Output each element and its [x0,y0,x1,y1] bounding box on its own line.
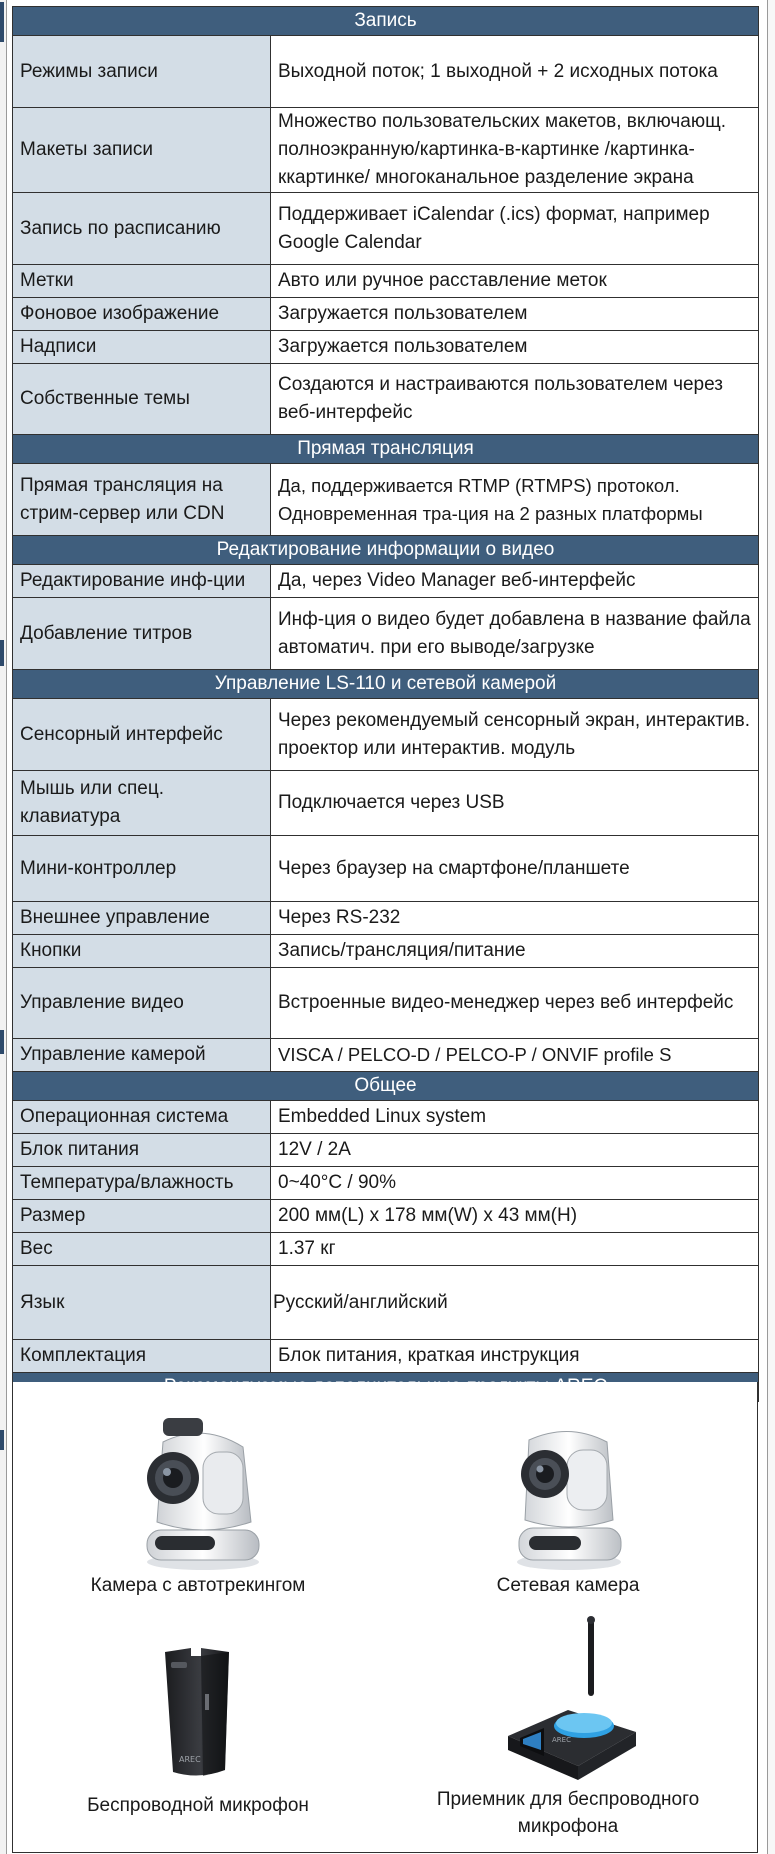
table-row [13,968,759,1039]
product-caption: Приемник для беспроводного микрофона [436,1789,700,1837]
spec-label: Кнопки [13,935,271,968]
ptz-camera-icon [133,1412,263,1572]
table-row [13,598,759,670]
spec-label: Комплектация [13,1340,271,1373]
spec-label: Сенсорный интерфейс [13,699,271,771]
spec-label: Режимы записи [13,36,271,108]
spec-label: Язык [13,1266,271,1340]
table-row [13,935,759,968]
microphone-receiver-icon [488,1614,648,1784]
spec-label: Фоновое изображение [13,298,271,331]
table-row [13,108,759,193]
product-caption: Камера с автотрекингом [90,1575,306,1596]
frame-mark [0,640,4,666]
table-row [13,1233,759,1266]
table-row [13,265,759,298]
svg-text:AREC: AREC [179,1755,201,1764]
table-row [13,298,759,331]
table-row [13,1039,759,1072]
spec-value: Embedded Linux system [271,1101,759,1134]
spec-value: Загружается пользователем [271,298,759,331]
spec-value: Подключается через USB [271,771,759,836]
spec-label: Мышь или спец. клавиатура [13,771,271,836]
product-caption: Беспроводной микрофон [87,1795,309,1816]
recommended-products [12,1382,758,1853]
table-row [13,193,759,265]
table-row [13,771,759,836]
section-header-live-streaming [13,435,759,464]
table-row [13,1340,759,1373]
table-row [13,1200,759,1233]
section-header-general [13,1072,759,1101]
spec-label: Мини-контроллер [13,836,271,902]
page-frame-left [0,0,7,1854]
section-title: Редактирование информации о видео [13,536,759,565]
table-row [13,1167,759,1200]
spec-value: Русский/английский [271,1266,759,1340]
spec-value: VISCA / PELCO-D / PELCO-P / ONVIF profile S [271,1039,759,1072]
spec-label: Редактирование инф-ции [13,565,271,598]
spec-value: Встроенные видео-менеджер через веб интерфейс [271,968,759,1039]
table-row [13,364,759,435]
spec-value: 200 мм(L) x 178 мм(W) x 43 мм(H) [271,1200,759,1233]
product-card [53,1644,343,1819]
spec-label: Макеты записи [13,108,271,193]
product-card [413,1614,723,1840]
spec-value: Создаются и настраиваются пользователем через веб-интерфейс [271,364,759,435]
spec-value: 0~40°C / 90% [271,1167,759,1200]
section-header-video-info [13,536,759,565]
section-title: Прямая трансляция [13,435,759,464]
spec-value: Загружается пользователем [271,331,759,364]
section-header-recording [13,7,759,36]
table-row [13,902,759,935]
spec-label: Собственные темы [13,364,271,435]
spec-value-text: Да, поддерживается RTMP (RTMPS) протокол. Одновременная тра-ция на 2 разных платформы [278,474,703,524]
product-card [53,1412,343,1599]
table-row [13,1266,759,1340]
spec-value: Множество пользовательских макетов, включающ. полноэкранную/картинка-в-картинке /картинка-ккартинке/ многоканальное разделение экрана [271,108,759,193]
wireless-microphone-icon [143,1644,253,1784]
section-title: Управление LS-110 и сетевой камерой [13,670,759,699]
spec-value: 1.37 кг [271,1233,759,1266]
spec-value: Авто или ручное расставление меток [271,265,759,298]
section-header-control [13,670,759,699]
spec-value [271,464,759,536]
spec-value: Инф-ция о видео будет добавлена в название файла автоматич. при его выводе/загрузке [271,598,759,670]
product-card [423,1412,713,1599]
product-caption: Сетевая камера [496,1575,640,1596]
spec-label: Операционная система [13,1101,271,1134]
spec-value: Да, через Video Manager веб-интерфейс [271,565,759,598]
table-row [13,464,759,536]
spec-label: Температура/влажность [13,1167,271,1200]
spec-label: Надписи [13,331,271,364]
table-row [13,1134,759,1167]
table-row [13,36,759,108]
section-title: Запись [13,7,759,36]
frame-mark [0,2,4,42]
spec-label: Блок питания [13,1134,271,1167]
spec-label: Размер [13,1200,271,1233]
spec-value: Поддерживает iCalendar (.ics) формат, например Google Calendar [271,193,759,265]
svg-text:AREC: AREC [552,1736,571,1744]
spec-value: Через рекомендуемый сенсорный экран, интерактив. проектор или интерактив. модуль [271,699,759,771]
network-camera-icon [503,1412,633,1572]
spec-value: Блок питания, краткая инструкция [271,1340,759,1373]
spec-label: Запись по расписанию [13,193,271,265]
table-row [13,1101,759,1134]
specification-table [12,6,759,1402]
spec-label: Добавление титров [13,598,271,670]
spec-value: Через браузер на смартфоне/планшете [271,836,759,902]
spec-value: 12V / 2A [271,1134,759,1167]
table-row [13,699,759,771]
spec-label: Прямая трансляция на стрим-сервер или CDN [13,464,271,536]
spec-label: Внешнее управление [13,902,271,935]
spec-label: Управление камерой [13,1039,271,1072]
spec-label: Метки [13,265,271,298]
spec-value: Выходной поток; 1 выходной + 2 исходных потока [271,36,759,108]
section-title: Общее [13,1072,759,1101]
table-row [13,331,759,364]
table-row [13,836,759,902]
table-row [13,565,759,598]
frame-mark [0,1430,4,1450]
spec-value: Запись/трансляция/питание [271,935,759,968]
page-frame-right [767,0,775,1854]
spec-label: Управление видео [13,968,271,1039]
frame-mark [0,1030,4,1054]
spec-label: Вес [13,1233,271,1266]
spec-value: Через RS-232 [271,902,759,935]
